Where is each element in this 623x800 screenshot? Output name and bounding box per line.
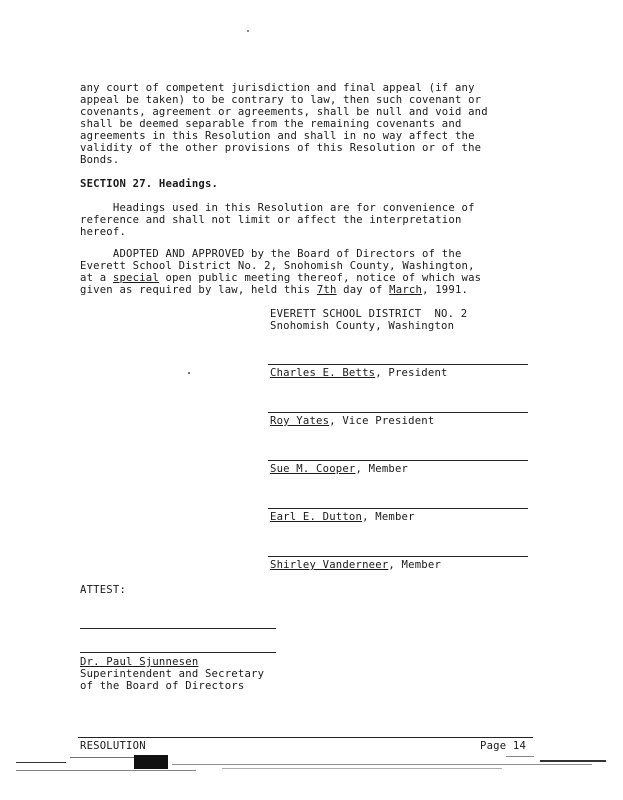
- scan-artifact-line: [540, 760, 606, 762]
- scan-speck: [188, 372, 190, 374]
- adoption-day: 7th: [316, 284, 337, 296]
- signature-line: [268, 556, 528, 557]
- adopted-line-1: ADOPTED AND APPROVED by the Board of Directors of the: [80, 248, 462, 260]
- headings-paragraph: Headings used in this Resolution are for convenience of reference and shall not limit or affect the interpretation hereof.: [80, 202, 475, 238]
- adopted-line-2: Everett School District No. 2, Snohomish County, Washington,: [80, 260, 475, 272]
- scan-artifact-block: [134, 755, 168, 769]
- section-heading: SECTION 27. Headings.: [80, 178, 219, 190]
- signatory-member-3: [270, 559, 441, 571]
- scan-speck: [247, 30, 249, 32]
- adopted-line-3: at a special open public meeting thereof, notice of which was: [80, 272, 482, 284]
- adoption-month: March: [389, 284, 423, 296]
- signature-line: [268, 364, 528, 365]
- district-name: EVERETT SCHOOL DISTRICT NO. 2: [270, 308, 468, 320]
- scan-artifact-line: [16, 762, 66, 763]
- signatory-name: Roy Yates: [270, 415, 330, 427]
- signatory-vice-president: [270, 415, 434, 427]
- attest-signature-line-2: [80, 652, 276, 653]
- signatory-president: [270, 367, 448, 379]
- attest-title-2: of the Board of Directors: [80, 680, 245, 692]
- footer-rule: [78, 737, 533, 738]
- signatory-title: , President: [375, 367, 448, 379]
- attest-title-1: Superintendent and Secretary: [80, 668, 265, 680]
- signature-line: [268, 460, 528, 461]
- attest-label: ATTEST:: [80, 584, 127, 596]
- signature-line: [268, 508, 528, 509]
- signatory-name: Charles E. Betts: [270, 367, 376, 379]
- attest-signature-line: [80, 628, 276, 629]
- signatory-name: Shirley Vanderneer: [270, 559, 389, 571]
- scan-artifact-line: [70, 757, 134, 758]
- scan-artifact-line: [16, 770, 196, 771]
- scan-artifact-line: [506, 756, 534, 757]
- signatory-name: Sue M. Cooper: [270, 463, 356, 475]
- meeting-type: special: [112, 272, 159, 284]
- signatory-title: , Member: [355, 463, 409, 475]
- adopted-line-4: given as required by law, held this 7th day of March, 1991.: [80, 284, 469, 296]
- continuation-paragraph: any court of competent jurisdiction and final appeal (if any appeal be taken) to be contrary to law, then such covenant or covenants, agreement or agreements, shall be null and void and shall be deemed separable from the remaining covenants and agreements in this Resolution and shall in no way affect the validity of the other provisions of this Resolution or of the Bonds.: [80, 82, 488, 166]
- district-county: Snohomish County, Washington: [270, 320, 455, 332]
- signatory-member-2: [270, 511, 415, 523]
- signature-line: [268, 412, 528, 413]
- signatory-title: , Member: [388, 559, 442, 571]
- page-number: Page 14: [480, 740, 527, 752]
- signatory-title: , Vice President: [329, 415, 435, 427]
- signatory-member-1: [270, 463, 408, 475]
- scan-artifact-line: [222, 768, 502, 769]
- scan-artifact-line: [172, 764, 592, 765]
- signatory-name: Earl E. Dutton: [270, 511, 363, 523]
- footer-left: RESOLUTION: [80, 740, 146, 752]
- attest-name: Dr. Paul Sjunnesen: [80, 656, 199, 668]
- signatory-title: , Member: [362, 511, 415, 523]
